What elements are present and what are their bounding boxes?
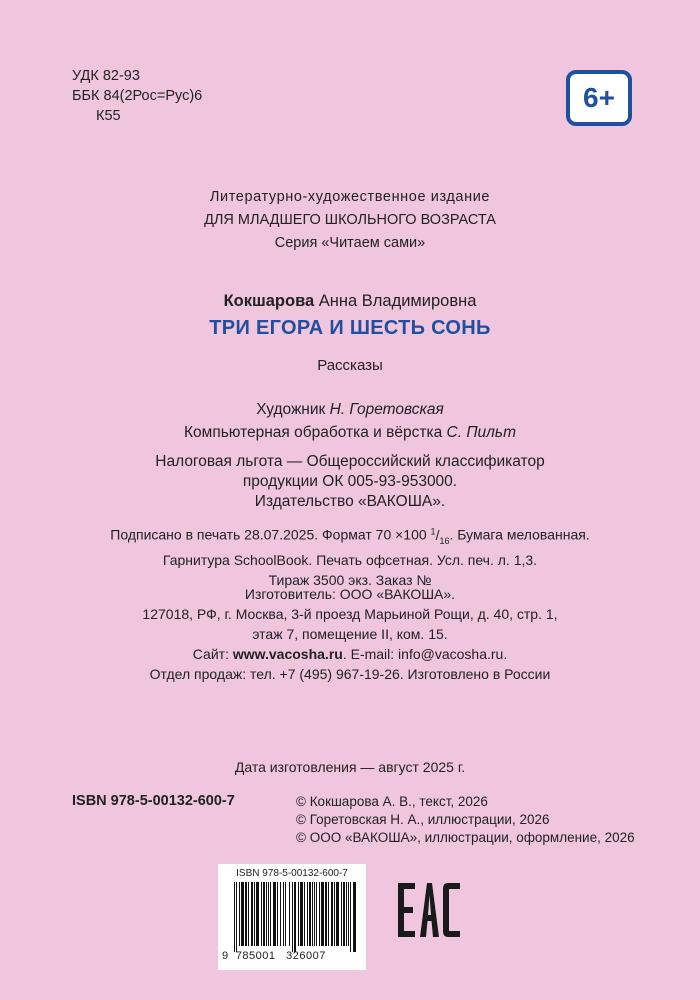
barcode-bar xyxy=(341,882,342,946)
manufacture-date: Дата изготовления — август 2025 г. xyxy=(234,759,466,775)
barcode-bar xyxy=(300,882,303,946)
barcode-bar xyxy=(314,882,315,946)
print-line-1 xyxy=(0,521,700,550)
print-line-3: Тираж 3500 экз. Заказ № xyxy=(268,572,432,589)
edition-type: Литературно-художественное издание xyxy=(209,189,491,205)
manufacturer-info xyxy=(0,584,700,684)
barcode-bar xyxy=(316,882,317,946)
barcode-bar xyxy=(273,882,276,946)
layout-credit xyxy=(0,421,700,444)
book-title: ТРИ ЕГОРА И ШЕСТЬ СОНЬ xyxy=(209,317,491,339)
fraction-numerator: 1 xyxy=(430,526,436,536)
barcode-bar xyxy=(256,882,259,946)
copyright-publisher: © ООО «ВАКОША», иллюстрации, оформление, 2026 xyxy=(296,830,635,845)
barcode-bar xyxy=(304,882,305,946)
artist-name: Н. Горетовская xyxy=(329,401,444,418)
maker-address-2: этаж 7, помещение II, ком. 15. xyxy=(252,626,448,642)
barcode-bar xyxy=(283,882,284,946)
edition-series: Серия «Читаем сами» xyxy=(274,235,426,251)
barcode-bar xyxy=(343,882,345,946)
artist-credit xyxy=(0,398,700,421)
barcode-bar xyxy=(254,882,255,946)
barcode-digits-right: 326007 xyxy=(286,950,326,962)
barcode-bar xyxy=(268,882,269,946)
barcode-digit-first: 9 xyxy=(222,950,229,962)
edition-audience: ДЛЯ МЛАДШЕГО ШКОЛЬНОГО ВОЗРАСТА xyxy=(204,212,496,228)
barcode-bar xyxy=(236,882,237,952)
author-surname: Кокшарова xyxy=(223,292,315,310)
barcode-bar xyxy=(261,882,262,946)
print-format-text: Подписано в печать 28.07.2025. Формат 70 ×100 xyxy=(110,526,427,543)
barcode-bars xyxy=(232,882,356,952)
maker-address: 127018, РФ, г. Москва, 3-й проезд Марьиной Рощи, д. 40, стр. 1, xyxy=(142,606,558,622)
layout-name: С. Пильт xyxy=(446,424,516,441)
print-line-2: Гарнитура SchoolBook. Печать офсетная. Усл. печ. л. 1,3. xyxy=(162,552,538,569)
barcode-bar xyxy=(239,882,240,946)
barcode-bar xyxy=(263,882,265,946)
barcode-bar xyxy=(336,882,339,946)
edition-info xyxy=(0,186,700,255)
barcode-bar xyxy=(331,882,333,946)
fraction-denominator: 16 xyxy=(439,535,450,546)
author-mark: К55 xyxy=(96,108,121,124)
barcode-bar xyxy=(348,882,349,946)
barcode-bar xyxy=(346,882,347,946)
isbn-number: ISBN 978-5-00132-600-7 xyxy=(72,793,235,809)
barcode-bar xyxy=(325,882,327,946)
barcode-bar xyxy=(294,882,296,952)
author-given-names: Анна Владимировна xyxy=(318,292,477,310)
sales-line: Отдел продаж: тел. +7 (495) 967-19-26. Изготовлено в России xyxy=(149,666,551,682)
author-line xyxy=(0,292,700,311)
barcode-bar xyxy=(350,882,351,952)
age-rating-badge: 6+ xyxy=(566,70,632,126)
tax-line-2: продукции ОК 005-93-953000. xyxy=(242,473,458,490)
barcode-bar xyxy=(298,882,299,946)
copyright-block xyxy=(296,793,635,847)
format-fraction: $^1/_{16}$ xyxy=(430,526,450,546)
barcode-bar xyxy=(277,882,278,946)
barcode-bar xyxy=(321,882,324,946)
maker-contacts xyxy=(0,644,700,664)
credits-block xyxy=(0,398,700,444)
barcode-bar xyxy=(245,882,247,946)
bbk-code: ББК 84(2Рос=Рус)6 xyxy=(72,88,203,104)
barcode-bar xyxy=(270,882,271,946)
tax-info xyxy=(0,452,700,512)
classification-block xyxy=(72,66,202,126)
maker-line-1: Изготовитель: ООО «ВАКОША». xyxy=(244,586,456,602)
book-genre: Рассказы xyxy=(317,357,383,374)
barcode-bar xyxy=(241,882,244,946)
print-info xyxy=(0,521,700,590)
eac-mark xyxy=(396,877,462,948)
barcode-bar xyxy=(312,882,313,946)
paper-type-text: . Бумага мелованная. xyxy=(449,526,590,543)
artist-label: Художник xyxy=(256,401,326,418)
site-link: www.vacosha.ru xyxy=(232,646,343,662)
barcode-digits-left: 785001 xyxy=(235,950,276,962)
barcode-bar xyxy=(328,882,329,946)
barcode xyxy=(218,864,366,970)
copyright-text: © Кокшарова А. В., текст, 2026 xyxy=(296,794,488,809)
tax-line-1: Налоговая льгота — Общероссийский классификатор xyxy=(155,453,545,470)
barcode-bar xyxy=(285,882,286,946)
email-text: . E-mail: info@vacosha.ru. xyxy=(342,646,508,662)
eac-logo-icon xyxy=(396,877,462,943)
layout-label: Компьютерная обработка и вёрстка xyxy=(184,424,443,441)
barcode-bar xyxy=(251,882,253,946)
barcode-bar xyxy=(266,882,267,946)
barcode-bar xyxy=(307,882,308,946)
site-label: Сайт: xyxy=(192,646,229,662)
barcode-bar xyxy=(234,882,235,952)
barcode-bar xyxy=(334,882,335,946)
barcode-bar xyxy=(319,882,320,946)
barcode-bar xyxy=(280,882,281,946)
copyright-illustrations: © Горетовская Н. А., иллюстрации, 2026 xyxy=(296,812,550,827)
barcode-bar xyxy=(309,882,311,946)
barcode-bar xyxy=(248,882,249,946)
barcode-bar xyxy=(289,882,290,946)
barcode-bar xyxy=(353,882,356,952)
udk-code: УДК 82-93 xyxy=(72,68,140,84)
barcode-digits xyxy=(222,950,362,962)
barcode-bar xyxy=(292,882,293,952)
tax-line-3: Издательство «ВАКОША». xyxy=(254,493,446,510)
barcode-isbn-text: ISBN 978-5-00132-600-7 xyxy=(236,868,348,879)
